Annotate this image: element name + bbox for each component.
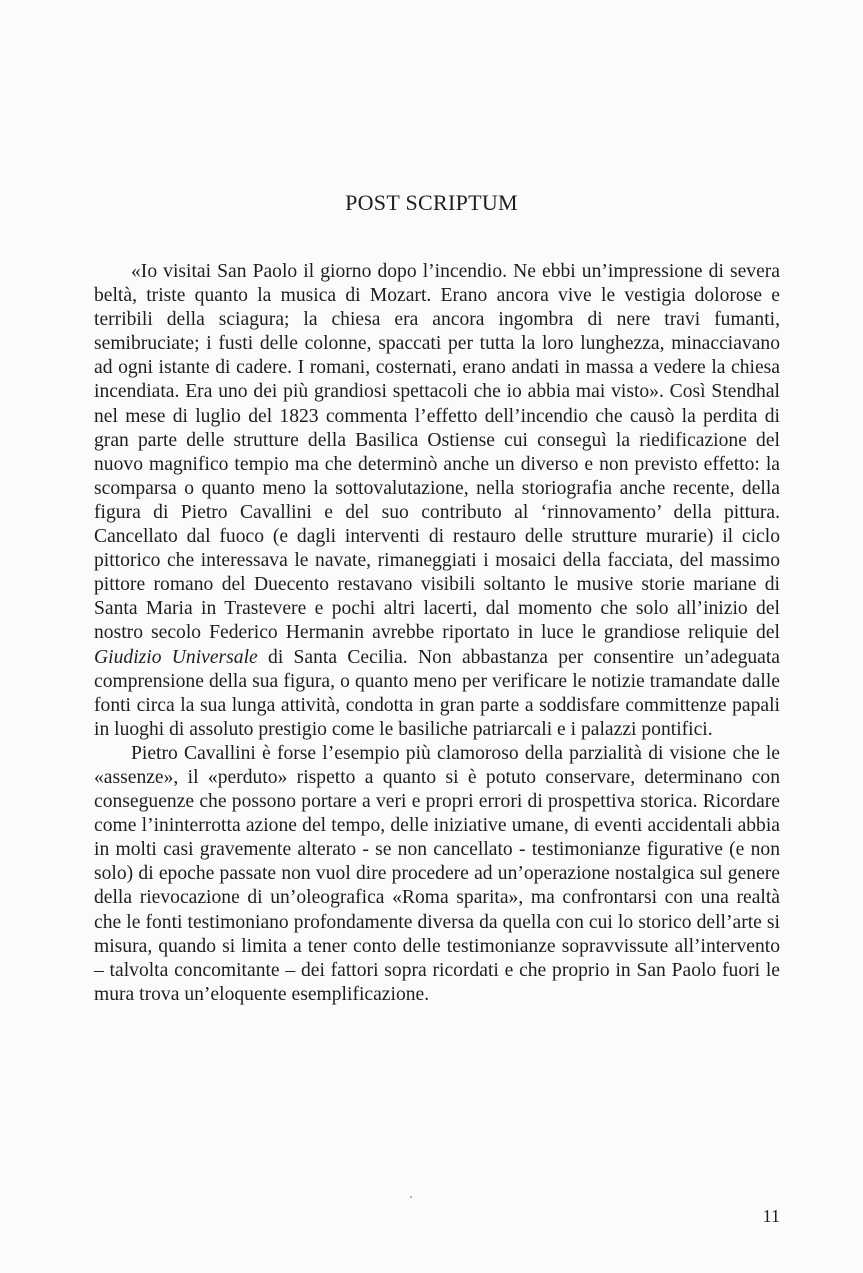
page-number: 11 xyxy=(762,1206,780,1226)
paragraph-1 xyxy=(94,260,780,742)
paragraph-1-text-end: di Santa Cecilia. Non abbastanza per consentire un’adeguata comprensione della sua figura, o quanto meno per verificare le notizie tramandate dalle fonti circa la sua lunga attività, condotta in gran parte a soddisfare committenze papali in luoghi di assoluto prestigio come le basiliche patriarcali e i palazzi pontifici. xyxy=(94,646,781,740)
paragraph-2: Pietro Cavallini è forse l’esempio più clamoroso della parzialità di visione che le «assenze», il «perduto» rispetto a quanto si è potuto conservare, determinano con conseguenze che possono portare a veri e propri errori di prospettiva storica. Ricordare come l’ininterrotta azione del tempo, delle iniziative umane, di eventi accidentali abbia in molti casi gravemente alterato - se non cancellato - testimonianze figurative (e non solo) di epoche passate non vuol dire procedere ad un’operazione nostalgica sul genere della rievocazione di un’oleografica «Roma sparita», ma confrontarsi con una realtà che le fonti testimoniano profondamente diversa da quella con cui lo storico dell’arte si misura, quando si limita a tener conto delle testimonianze sopravvissute all’intervento – talvolta concomitante – dei fattori sopra ricordati e che proprio in San Paolo fuori le mura trova un’eloquente esemplificazione. xyxy=(94,742,780,1005)
body-text xyxy=(94,260,780,1007)
artwork-title: Giudizio Universale xyxy=(94,646,258,668)
page-title: POST SCRIPTUM xyxy=(345,190,518,215)
print-speck xyxy=(410,1196,412,1198)
paragraph-1-text: «Io visitai San Paolo il giorno dopo l’incendio. Ne ebbi un’impressione di severa beltà, triste quanto la musica di Mozart. Erano ancora vive le vestigia dolorose e terribili della sciagura; la chiesa era ancora ingombra di nere travi fumanti, semibruciate; i fusti delle colonne, spaccati per tutta la loro lunghezza, minacciavano ad ogni istante di cadere. I romani, costernati, erano andati in massa a vedere la chiesa incendiata. Era uno dei più grandiosi spettacoli che io abbia mai visto». Così Stendhal nel mese di luglio del 1823 commenta l’effetto dell’incendio che causò la perdita di gran parte delle strutture della Basilica Ostiense cui conseguì la riedificazione del nuovo magnifico tempio ma che determinò anche un diverso e non previsto effetto: la scomparsa o quanto meno la sottovalutazione, nella storiografia anche recente, della figura di Pietro Cavallini e del suo contributo al ‘rinnovamento’ della pittura. Cancellato dal fuoco (e dagli interventi di restauro delle strutture murarie) il ciclo pittorico che interessava le navate, rimaneggiati i mosaici della facciata, del massimo pittore romano del Duecento restavano visibili soltanto le musive storie mariane di Santa Maria in Trastevere e pochi altri lacerti, dal momento che solo all’inizio del nostro secolo Federico Hermanin avrebbe riportato in luce le grandiose reliquie del xyxy=(94,261,780,644)
